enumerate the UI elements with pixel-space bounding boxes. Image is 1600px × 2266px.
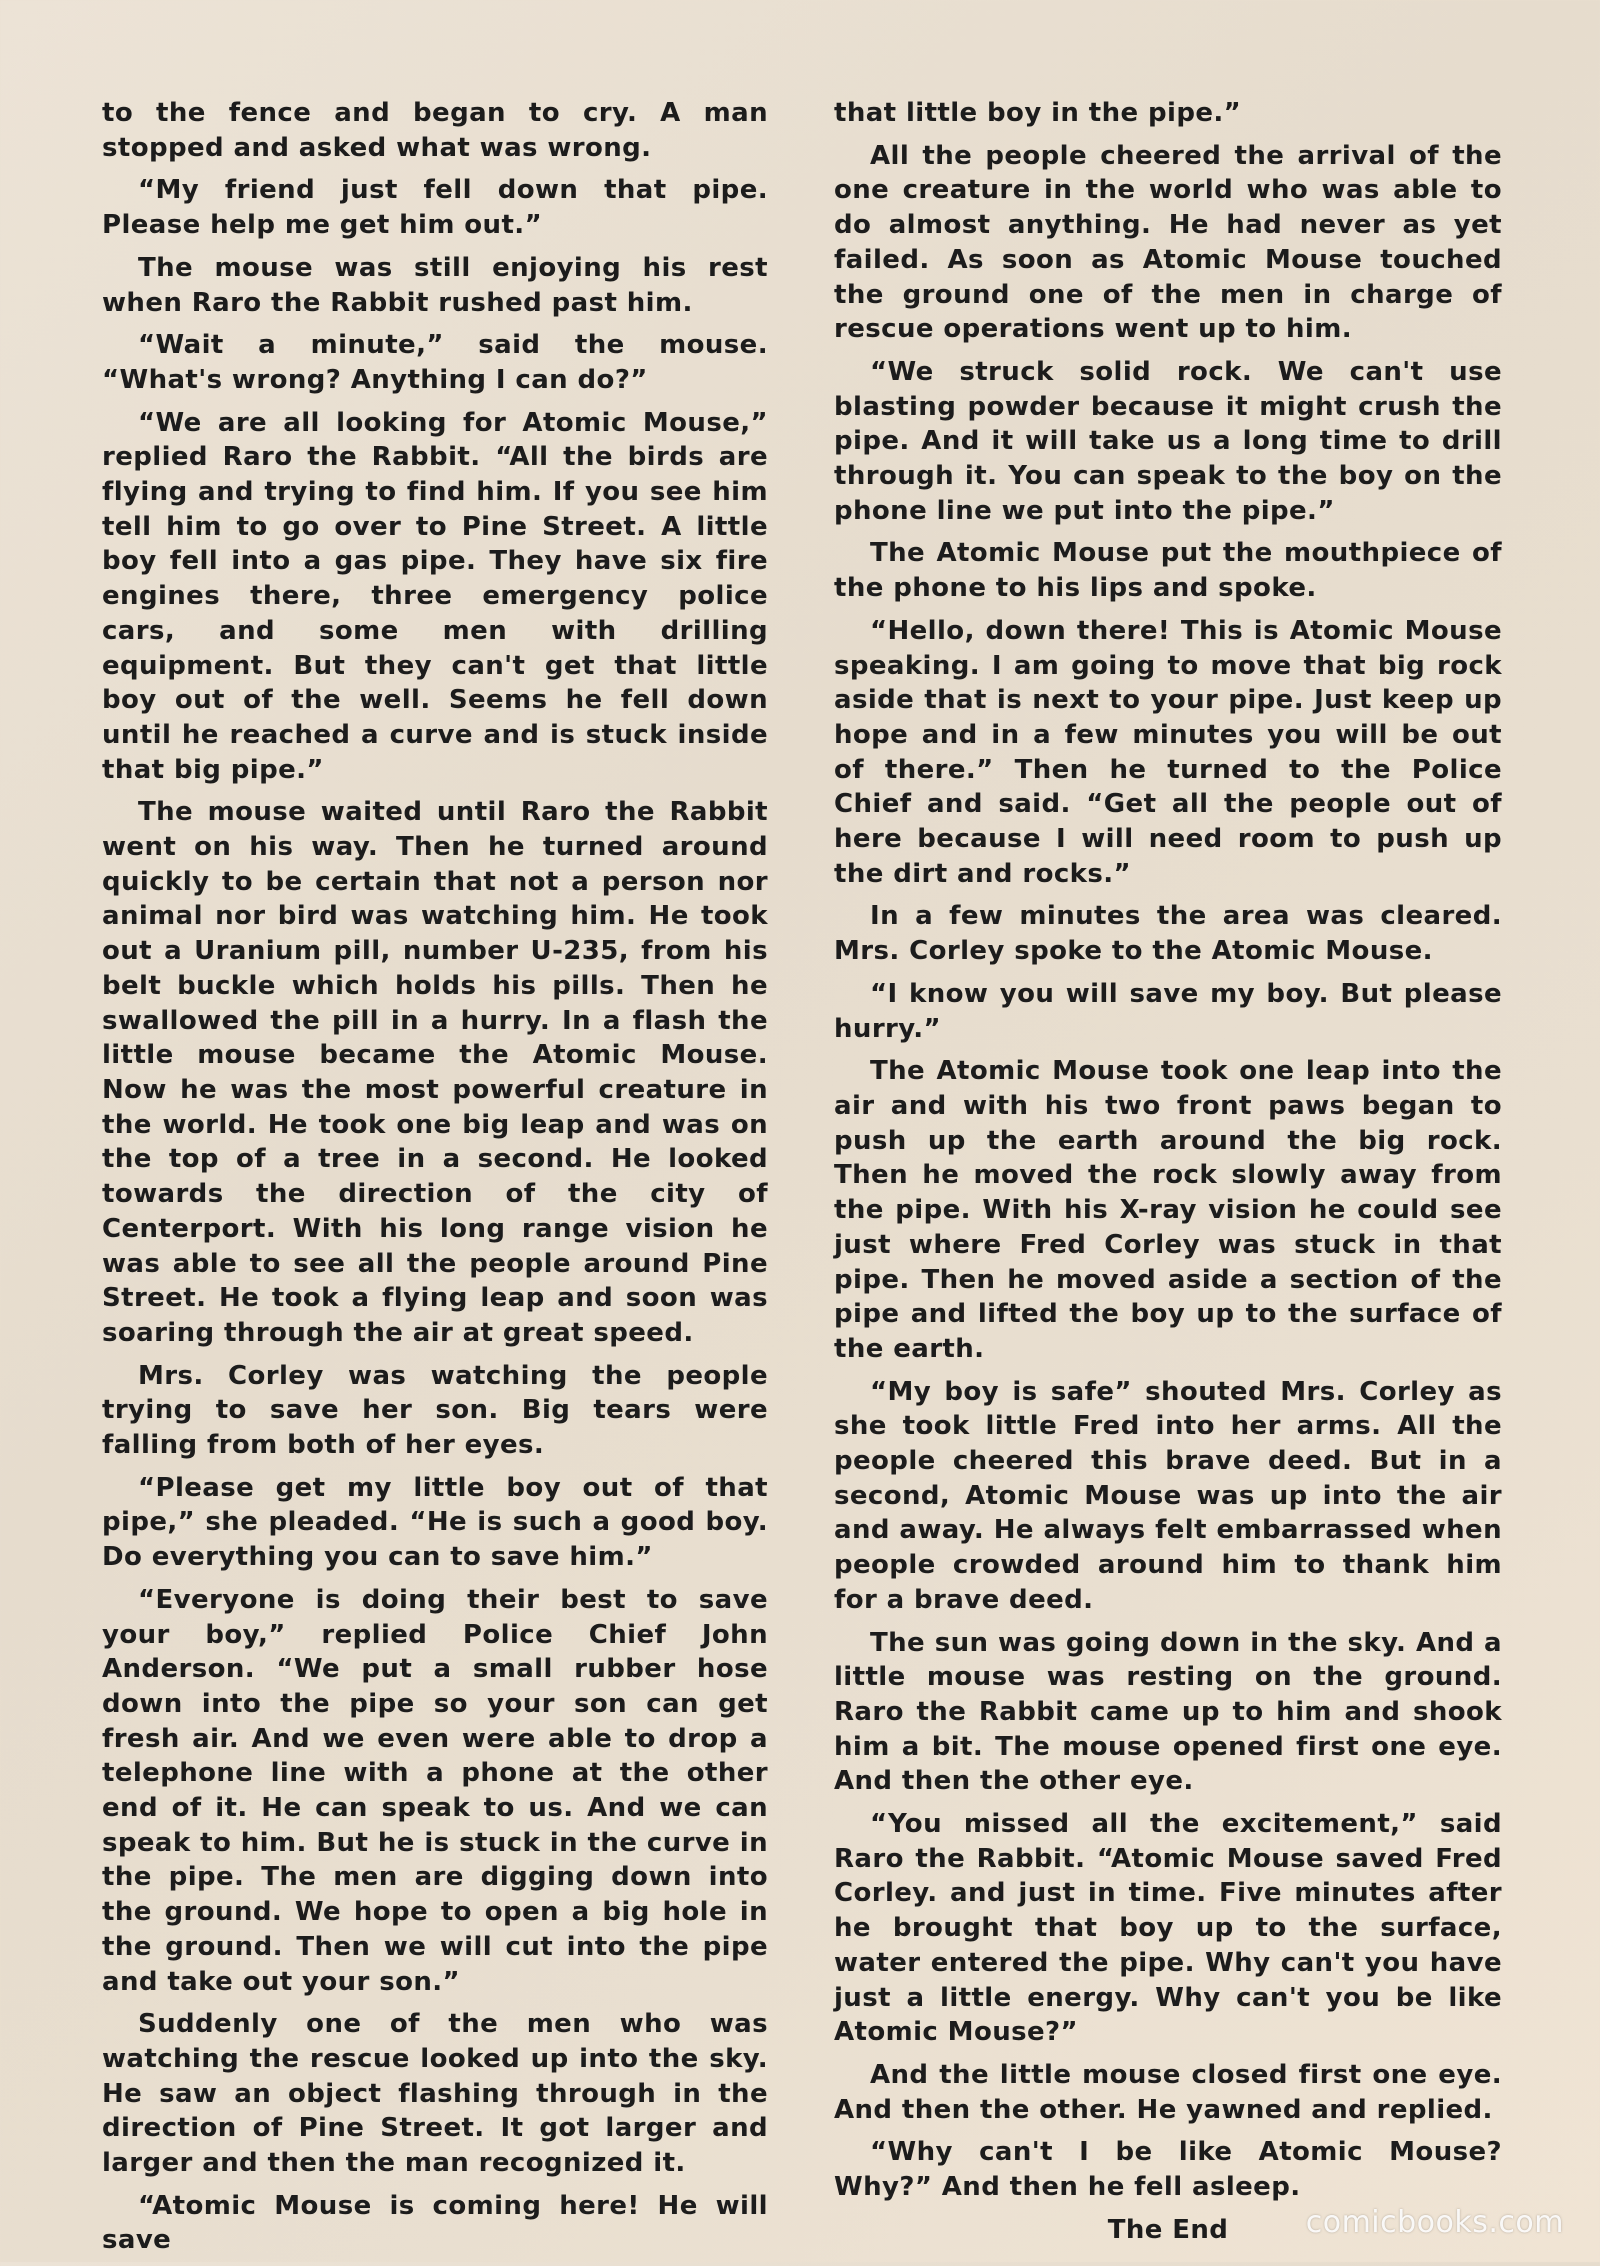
right-column: [834, 96, 1502, 2255]
paragraph: “Everyone is doing their best to save your boy,” replied Police Chief John Anderson. “We put a small rubber hose down into the pipe so your son can get fresh air. And we even were able to drop a telephone line with a phone at the other end of it. He can speak to us. And we can speak to him. But he is stuck in the curve in the pipe. The men are digging down into the ground. We hope to open a big hole in the ground. Then we will cut into the pipe and take out your son.”: [102, 1584, 768, 1997]
paragraph: “Please get my little boy out of that pipe,” she pleaded. “He is such a good boy. Do everything you can to save him.”: [102, 1472, 768, 1573]
left-column: [102, 96, 768, 2266]
paragraph: The Atomic Mouse put the mouthpiece of the phone to his lips and spoke.: [834, 538, 1502, 604]
paragraph: to the fence and began to cry. A man stopped and asked what was wrong.: [102, 98, 768, 163]
paragraph: The mouse was still enjoying his rest when Raro the Rabbit rushed past him.: [102, 252, 768, 318]
paragraph: In a few minutes the area was cleared. Mrs. Corley spoke to the Atomic Mouse.: [834, 901, 1502, 967]
paragraph: “My boy is safe” shouted Mrs. Corley as she took little Fred into her arms. All the people cheered this brave deed. But in a second, Atomic Mouse was up into the air and away. He always felt embarrassed when people crowded around him to thank him for a brave deed.: [834, 1376, 1502, 1615]
site-watermark: comicbooks.com: [1305, 2205, 1564, 2240]
paragraph: And the little mouse closed first one eye. And then the other. He yawned and replied.: [834, 2059, 1502, 2125]
paragraph: “Hello, down there! This is Atomic Mouse speaking. I am going to move that big rock aside that is next to your pipe. Just keep up hope and in a few minutes you will be out of there.” Then he turned to the Police Chief and said. “Get all the people out of here because I will need room to push up the dirt and rocks.”: [834, 615, 1502, 889]
paragraph: “My friend just fell down that pipe. Please help me get him out.”: [102, 175, 768, 241]
paragraph: The mouse waited until Raro the Rabbit went on his way. Then he turned around quickly to be certain that not a person nor animal nor bird was watching him. He took out a Uranium pill, number U-235, from his belt buckle which holds his pills. Then he swallowed the pill in a hurry. In a flash the little mouse became the Atomic Mouse. Now he was the most powerful creature in the world. He took one big leap and was on the top of a tree in a second. He looked towards the direction of the city of Centerport. With his long range vision he was able to see all the people around Pine Street. He took a flying leap and soon was soaring through the air at great speed.: [102, 797, 768, 1348]
paragraph: “Why can't I be like Atomic Mouse? Why?” And then he fell asleep.: [834, 2137, 1502, 2203]
paragraph: Mrs. Corley was watching the people trying to save her son. Big tears were falling from both of her eyes.: [102, 1360, 768, 1461]
paragraph: “We struck solid rock. We can't use blasting powder because it might crush the pipe. And it will take us a long time to drill through it. You can speak to the boy on the phone line we put into the pipe.”: [834, 356, 1502, 526]
paragraph: “Atomic Mouse is coming here! He will save: [102, 2190, 768, 2256]
paragraph: The Atomic Mouse took one leap into the air and with his two front paws began to push up the earth around the big rock. Then he moved the rock slowly away from the pipe. With his X-ray vision he could see just where Fred Corley was stuck in that pipe. Then he moved aside a section of the pipe and lifted the boy up to the surface of the earth.: [834, 1056, 1502, 1364]
paragraph: Suddenly one of the men who was watching the rescue looked up into the sky. He saw an object flashing through in the direction of Pine Street. It got larger and larger and then the man recognized it.: [102, 2009, 768, 2179]
paragraph: “Wait a minute,” said the mouse. “What's wrong? Anything I can do?”: [102, 330, 768, 395]
paragraph: The sun was going down in the sky. And a little mouse was resting on the ground. Raro the Rabbit came up to him and shook him a bit. The mouse opened first one eye. And then the other eye.: [834, 1627, 1502, 1797]
paragraph: “You missed all the excitement,” said Raro the Rabbit. “Atomic Mouse saved Fred Corley. and just in time. Five minutes after he brought that boy up to the surface, water entered the pipe. Why can't you have just a little energy. Why can't you be like Atomic Mouse?”: [834, 1809, 1502, 2048]
paragraph: All the people cheered the arrival of the one creature in the world who was able to do almost anything. He had never as yet failed. As soon as Atomic Mouse touched the ground one of the men in charge of rescue operations went up to him.: [834, 140, 1502, 345]
paragraph: “I know you will save my boy. But please hurry.”: [834, 978, 1502, 1044]
the-end-label: The End: [1107, 2214, 1229, 2245]
paragraph: “We are all looking for Atomic Mouse,” replied Raro the Rabbit. “All the birds are flying and trying to find him. If you see him tell him to go over to Pine Street. A little boy fell into a gas pipe. They have six fire engines there, three emergency police cars, and some men with drilling equipment. But they can't get that little boy out of the well. Seems he fell down until he reached a curve and is stuck inside that big pipe.”: [102, 407, 768, 785]
paragraph: that little boy in the pipe.”: [834, 98, 1242, 128]
